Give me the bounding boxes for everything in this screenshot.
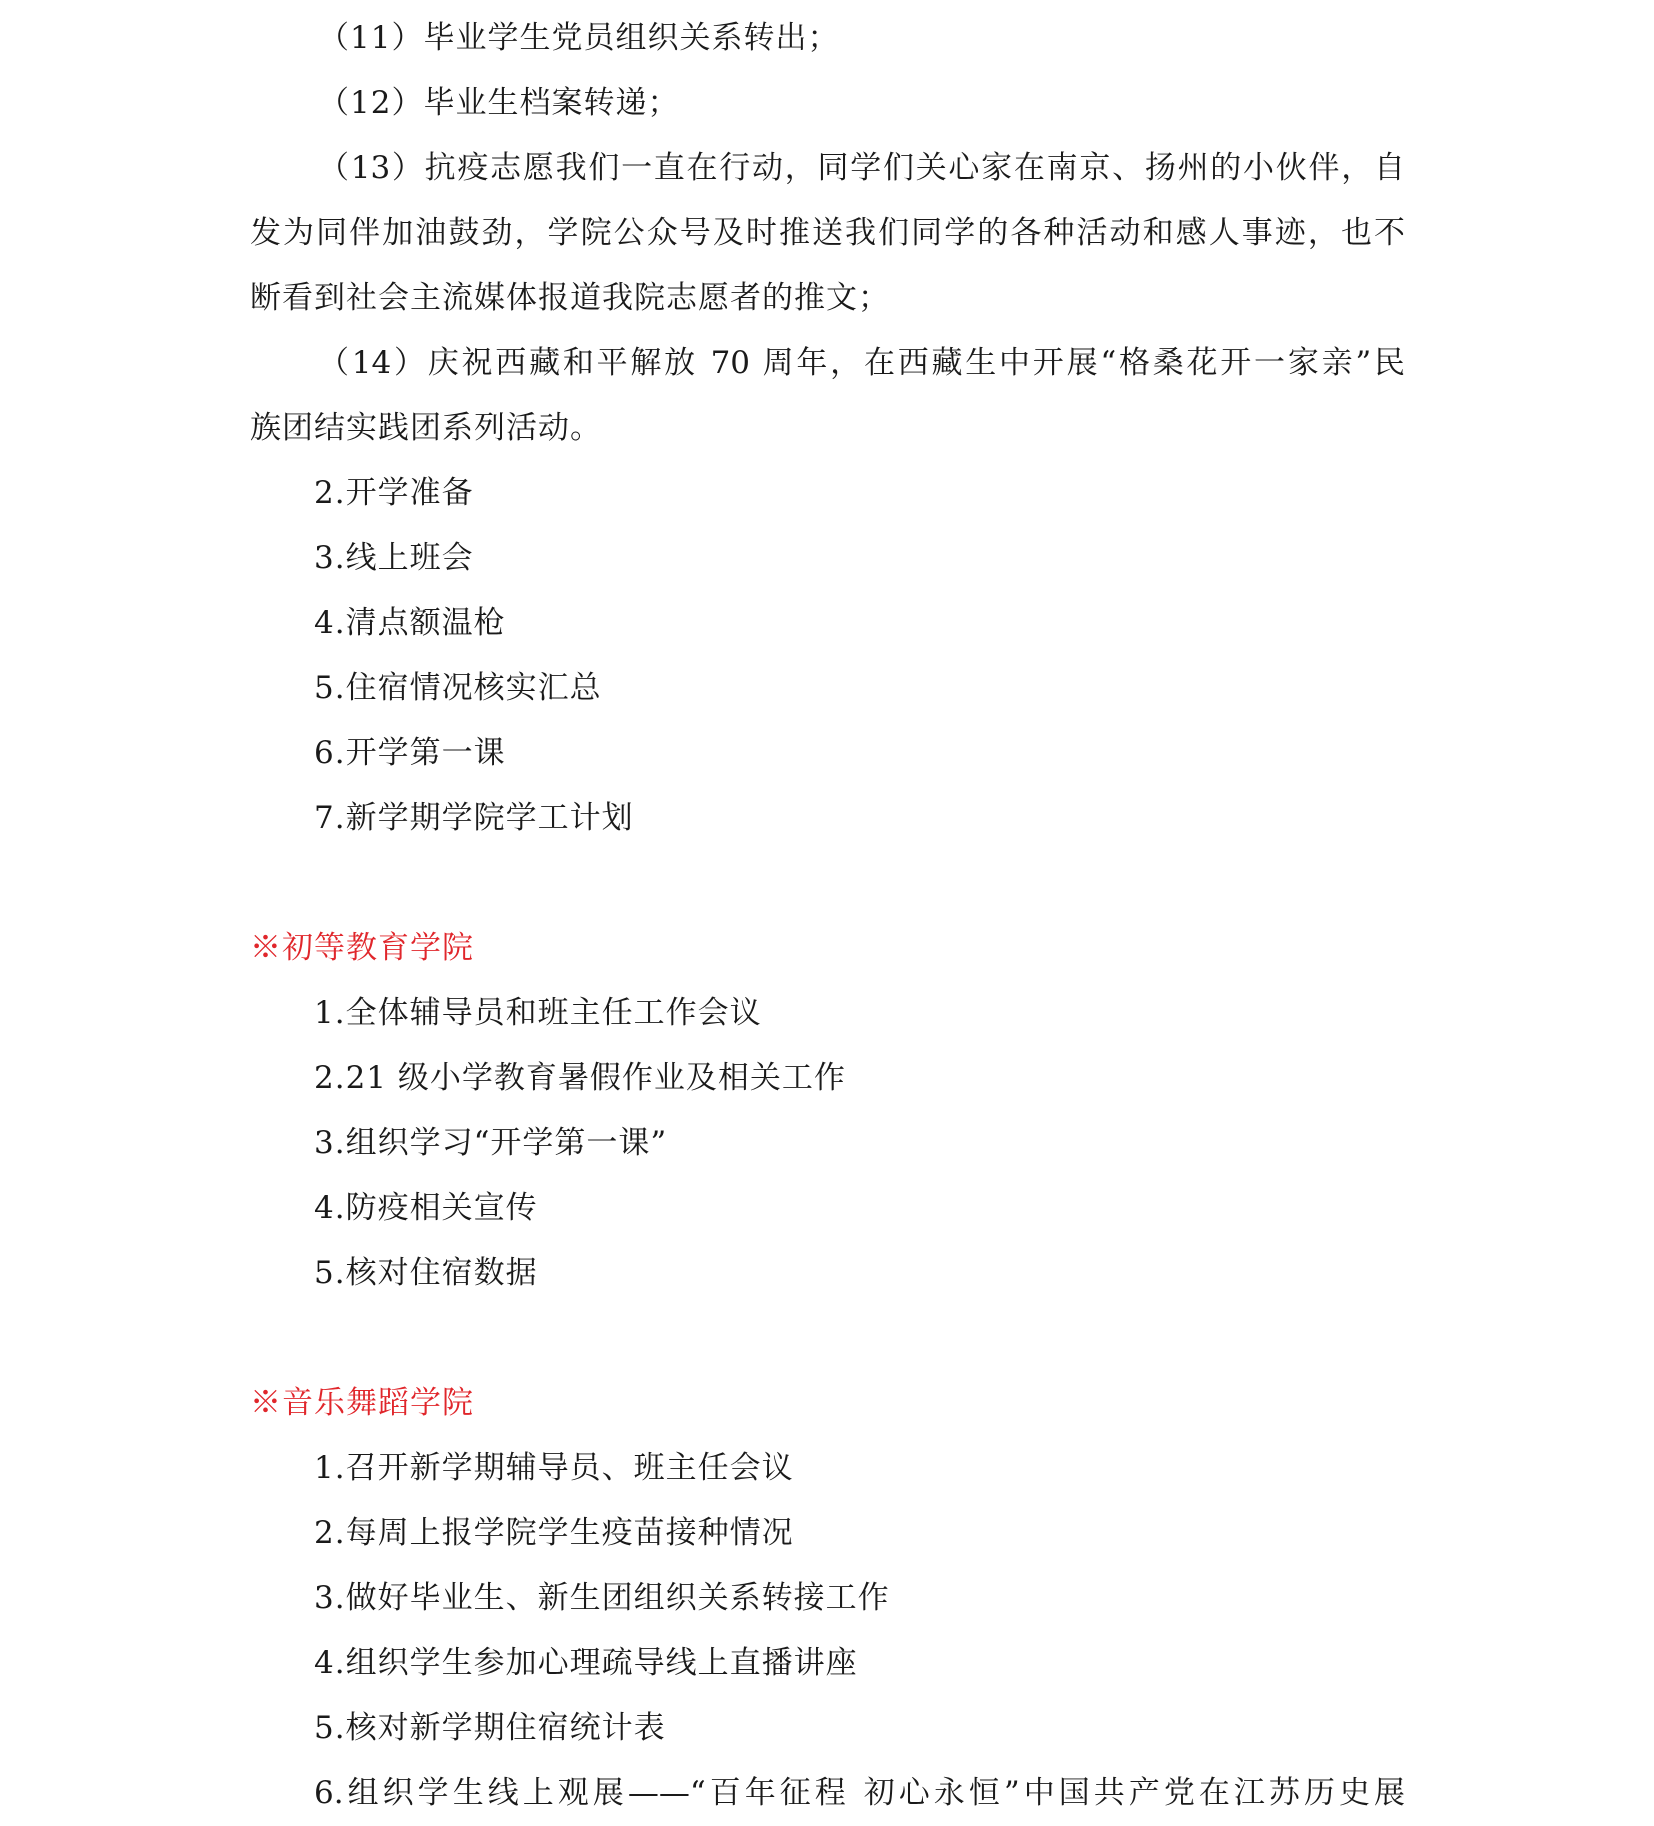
numbered-item-2: 2.21 级小学教育暑假作业及相关工作 bbox=[314, 1060, 846, 1096]
section-heading-primary-education: ※初等教育学院 bbox=[250, 930, 474, 966]
list-item-14-line-2: 族团结实践团系列活动。 bbox=[250, 410, 602, 446]
numbered-item-6: 6.开学第一课 bbox=[314, 735, 506, 771]
numbered-item-6: 6.组织学生线上观展——“百年征程 初心永恒”中国共产党在江苏历史展 bbox=[314, 1775, 1405, 1811]
numbered-item-5: 5.核对新学期住宿统计表 bbox=[314, 1710, 666, 1746]
numbered-item-3: 3.线上班会 bbox=[314, 540, 474, 576]
numbered-item-4: 4.组织学生参加心理疏导线上直播讲座 bbox=[314, 1645, 858, 1681]
numbered-item-1: 1.召开新学期辅导员、班主任会议 bbox=[314, 1450, 794, 1486]
list-item-14-line-1: （14）庆祝西藏和平解放 70 周年，在西藏生中开展“格桑花开一家亲”民 bbox=[318, 345, 1405, 381]
list-item-11: （11）毕业学生党员组织关系转出； bbox=[318, 20, 840, 56]
numbered-item-2: 2.每周上报学院学生疫苗接种情况 bbox=[314, 1515, 794, 1551]
numbered-item-2: 2.开学准备 bbox=[314, 475, 474, 511]
section-heading-music-dance: ※音乐舞蹈学院 bbox=[250, 1385, 474, 1421]
list-item-13-line-2: 发为同伴加油鼓劲，学院公众号及时推送我们同学的各种活动和感人事迹，也不 bbox=[250, 215, 1405, 251]
list-item-12: （12）毕业生档案转递； bbox=[318, 85, 680, 121]
numbered-item-4: 4.清点额温枪 bbox=[314, 605, 506, 641]
numbered-item-7: 7.新学期学院学工计划 bbox=[314, 800, 634, 836]
list-item-13-line-1: （13）抗疫志愿我们一直在行动，同学们关心家在南京、扬州的小伙伴，自 bbox=[318, 150, 1405, 186]
list-item-13-line-3: 断看到社会主流媒体报道我院志愿者的推文； bbox=[250, 280, 890, 316]
numbered-item-1: 1.全体辅导员和班主任工作会议 bbox=[314, 995, 762, 1031]
numbered-item-5: 5.核对住宿数据 bbox=[314, 1255, 538, 1291]
numbered-item-3: 3.做好毕业生、新生团组织关系转接工作 bbox=[314, 1580, 890, 1616]
numbered-item-3: 3.组织学习“开学第一课” bbox=[314, 1125, 668, 1161]
numbered-item-4: 4.防疫相关宣传 bbox=[314, 1190, 538, 1226]
numbered-item-5: 5.住宿情况核实汇总 bbox=[314, 670, 602, 706]
